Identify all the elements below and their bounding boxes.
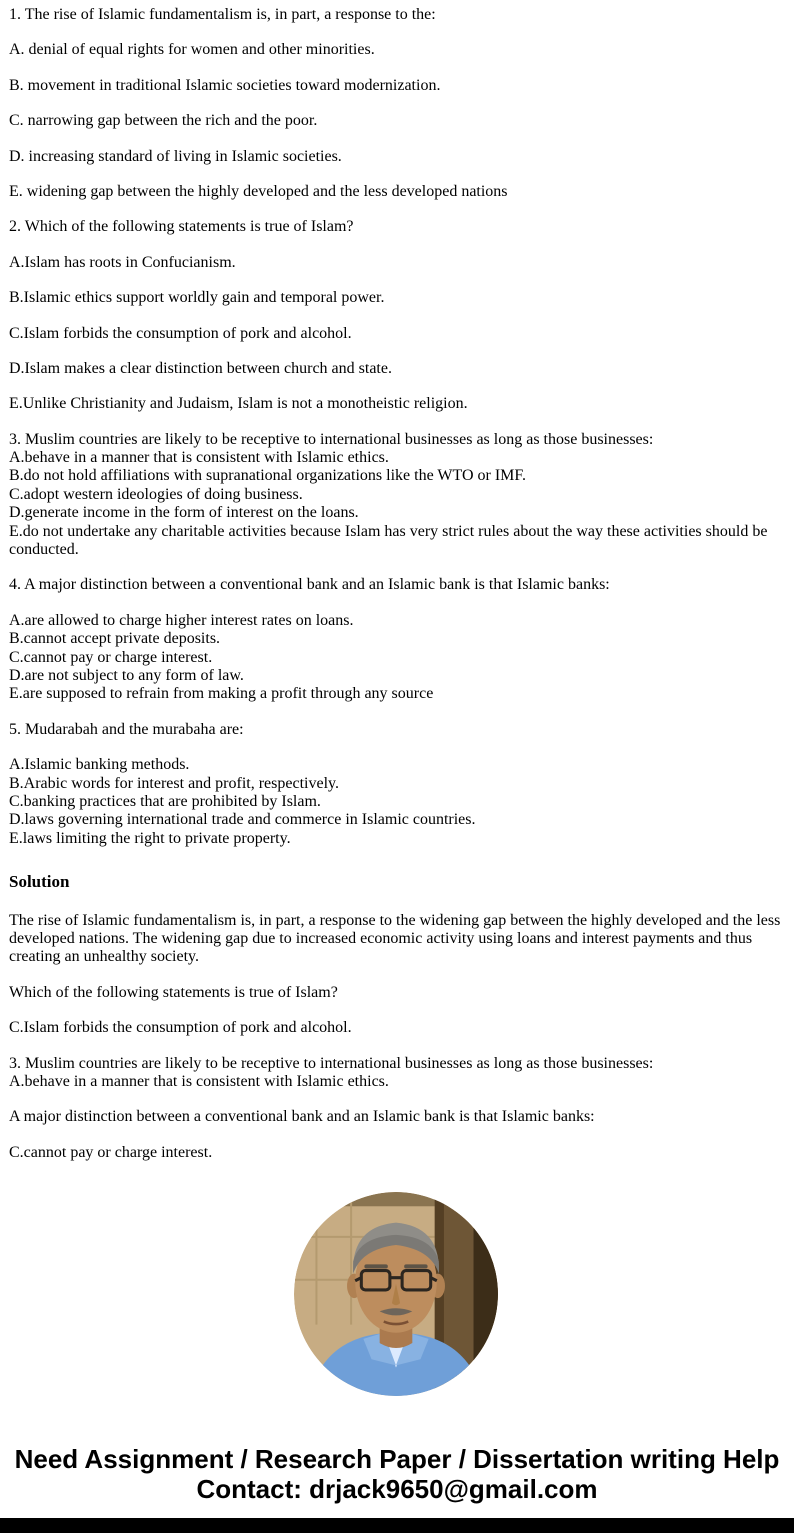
question-3-option-b: B.do not hold affiliations with supranational organizations like the WTO or IMF. (9, 467, 527, 485)
footer-contact-text: Contact: drjack9650@gmail.com (196, 1474, 598, 1505)
question-5-prompt: 5. Mudarabah and the murabaha are: (9, 720, 244, 738)
question-5-option-c: C.banking practices that are prohibited by Islam. (9, 792, 321, 810)
solution-paragraph-2: Which of the following statements is true of Islam? (9, 983, 338, 1001)
question-1-option-c: C. narrowing gap between the rich and the poor. (9, 112, 318, 130)
person-photo (294, 1192, 498, 1396)
question-4-prompt: 4. A major distinction between a conventional bank and an Islamic bank is that Islamic banks: (9, 576, 610, 594)
question-1-prompt: 1. The rise of Islamic fundamentalism is, in part, a response to the: (9, 6, 436, 23)
solution-paragraph-5: A major distinction between a conventional bank and an Islamic bank is that Islamic banks: (9, 1108, 595, 1126)
question-3-option-a: A.behave in a manner that is consistent with Islamic ethics. (9, 449, 389, 467)
question-2-option-c: C.Islam forbids the consumption of pork and alcohol. (9, 324, 352, 342)
question-1-option-b: B. movement in traditional Islamic societies toward modernization. (9, 76, 441, 94)
question-4-option-d: D.are not subject to any form of law. (9, 666, 244, 684)
solution-paragraph-4-line-2: A.behave in a manner that is consistent with Islamic ethics. (9, 1073, 389, 1090)
question-1-option-e: E. widening gap between the highly developed and the less developed nations (9, 182, 508, 200)
question-5-option-e: E.laws limiting the right to private property. (9, 829, 291, 847)
solution-paragraph-3: C.Islam forbids the consumption of pork and alcohol. (9, 1019, 352, 1037)
question-2-option-a: A.Islam has roots in Confucianism. (9, 253, 236, 271)
photo-section (9, 1192, 782, 1396)
question-2-option-e: E.Unlike Christianity and Judaism, Islam is not a monotheistic religion. (9, 395, 468, 413)
question-4-option-a: A.are allowed to charge higher interest rates on loans. (9, 611, 354, 629)
question-3-block (9, 431, 782, 560)
question-3-prompt: 3. Muslim countries are likely to be receptive to international businesses as long as those businesses: (9, 430, 654, 448)
question-4-option-b: B.cannot accept private deposits. (9, 630, 221, 648)
question-2-option-d: D.Islam makes a clear distinction between church and state. (9, 359, 392, 377)
solution-paragraph-4 (9, 1055, 782, 1092)
solution-paragraph-6: C.cannot pay or charge interest. (9, 1143, 213, 1161)
solution-heading: Solution (9, 872, 70, 892)
question-5-option-a: A.Islamic banking methods. (9, 756, 190, 774)
footer-help-text: Need Assignment / Research Paper / Dissertation writing Help (14, 1444, 780, 1475)
question-2-prompt: 2. Which of the following statements is true of Islam? (9, 218, 354, 236)
question-5-option-d: D.laws governing international trade and commerce in Islamic countries. (9, 811, 476, 829)
question-3-option-c: C.adopt western ideologies of doing business. (9, 485, 303, 503)
question-1-option-a: A. denial of equal rights for women and other minorities. (9, 41, 375, 59)
question-1-option-d: D. increasing standard of living in Islamic societies. (9, 147, 342, 165)
question-2-option-b: B.Islamic ethics support worldly gain and temporal power. (9, 289, 385, 307)
solution-paragraph-1: The rise of Islamic fundamentalism is, in part, a response to the widening gap between the highly developed and the less developed nations. The widening gap due to increased economic activity using loans and interest payments and thus creating an unhealthy society. (9, 911, 781, 966)
footer-promo (0, 1444, 794, 1504)
question-3-option-d: D.generate income in the form of interest on the loans. (9, 504, 359, 522)
question-4-option-e: E.are supposed to refrain from making a profit through any source (9, 685, 434, 703)
bottom-bar (0, 1518, 794, 1533)
solution-paragraph-4-line-1: 3. Muslim countries are likely to be receptive to international businesses as long as those businesses: (9, 1054, 654, 1072)
question-4-option-c: C.cannot pay or charge interest. (9, 648, 213, 666)
question-5-options (9, 756, 782, 848)
question-3-option-e: E.do not undertake any charitable activities because Islam has very strict rules about the way these activities should be conducted. (9, 522, 768, 559)
question-4-options (9, 612, 782, 704)
question-5-option-b: B.Arabic words for interest and profit, respectively. (9, 774, 339, 792)
